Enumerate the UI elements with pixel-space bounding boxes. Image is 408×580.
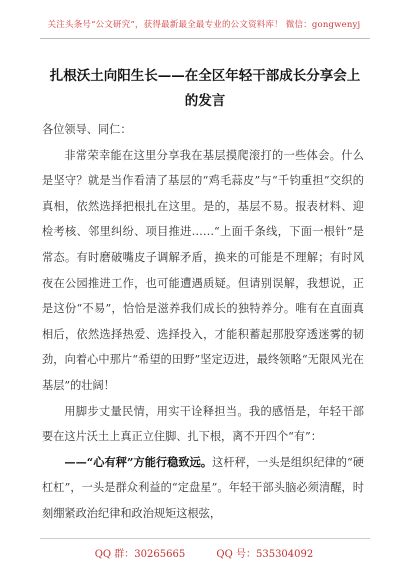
header-banner: 关注头条号“公文研究”，获得最新最全最专业的公文资料库！ 微信：gongwenyj <box>47 20 361 30</box>
footer <box>0 545 408 560</box>
header-divider <box>40 38 370 39</box>
paragraph-3 <box>42 450 364 527</box>
point-text: 这杆秤，一头是组织纪律的“硬杠杠”，一头是群众利益的“定盘星”。年轻干部头脑必须清醒，时刻绷紧政治纪律和政治规矩这根弦， <box>42 455 364 520</box>
point-lead: ——“心有秤”方能行稳致远。 <box>64 454 213 469</box>
footer-qq-group: QQ 群：30265665 <box>94 549 186 560</box>
document-body <box>42 117 364 527</box>
footer-qq-number: QQ 号：535304092 <box>216 549 314 560</box>
paragraph-2: 用脚步丈量民情，用实干诠释担当。我的感悟是，年轻干部要在这片沃土上真正立住脚、扎下根，离不开四个“有”： <box>42 404 364 444</box>
document-title: 扎根沃土向阳生长——在全区年轻干部成长分享会上的发言 <box>49 68 361 109</box>
footer-divider <box>40 538 370 539</box>
salutation: 各位领导、同仁： <box>42 123 132 136</box>
paragraph-1: 非常荣幸能在这里分享我在基层摸爬滚打的一些体会。什么是坚守？就是当作看清了基层的“鸡毛蒜皮”与“千钧重担”交织的真相，依然选择把根扎在这里。是的，基层不易。报表材料、迎检考核、邻里纠纷、项目推进……“上面千条线，下面一根针”是常态。有时磨破嘴皮子调解矛盾，换来的可能是不理解；有时风夜在公园推进工作，也可能遭遇质疑。但请别误解，我想说，正是这份“不易”，恰恰是滋养我们成长的独特养分。唯有在直面真相后，依然选择热爱、选择投入，才能积蓄起那股穿透迷雾的韧劲，向着心中那片“希望的田野”坚定迈进，最终领略“无限风光在基层”的壮阔！ <box>42 148 364 392</box>
